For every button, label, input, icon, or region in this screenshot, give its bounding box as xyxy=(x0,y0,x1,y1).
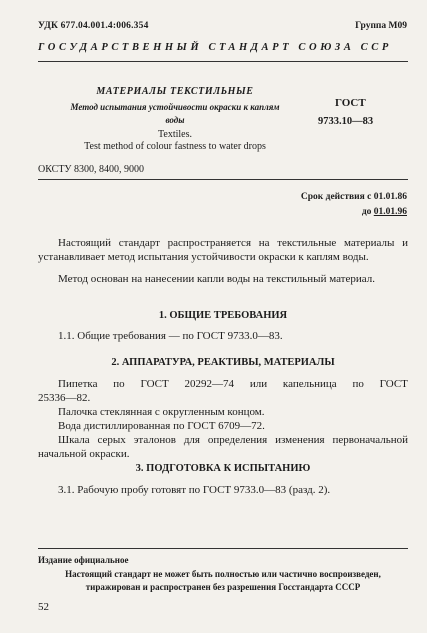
okstu-rule xyxy=(38,179,408,180)
validity-until-label: до xyxy=(361,207,372,217)
clause-2-1-continuation: 25336—82. xyxy=(38,392,91,404)
clause-2-4-word: Шкала xyxy=(58,434,90,446)
clause-2-1-word: Пипетка xyxy=(58,378,98,390)
clause-2-1-word: ГОСТ xyxy=(379,378,408,390)
title-block xyxy=(70,86,280,153)
okstu-codes: ОКСТУ 8300, 8400, 9000 xyxy=(38,164,145,175)
clause-3-1: 3.1. Рабочую пробу готовят по ГОСТ 9733.0—83 (разд. 2). xyxy=(58,484,331,496)
clause-2-1-word: ГОСТ xyxy=(140,378,169,390)
page-number: 52 xyxy=(38,601,49,613)
title-ru-sub: Метод испытания устойчивости окраски к каплям воды xyxy=(70,102,280,125)
section-3-title: 3. ПОДГОТОВКА К ИСПЫТАНИЮ xyxy=(135,463,311,474)
footer-rule xyxy=(38,548,408,549)
clause-2-1-word: или xyxy=(249,378,268,390)
clause-2-4 xyxy=(58,434,408,446)
clause-2-4-word: для xyxy=(183,434,200,446)
clause-2-4-word: серых xyxy=(97,434,126,446)
validity-from xyxy=(301,192,407,202)
edition-label: Издание официальное xyxy=(38,555,129,565)
clause-2-4-word: определения xyxy=(207,434,268,446)
clause-2-3: Вода дистиллированная по ГОСТ 6709—72. xyxy=(58,420,265,432)
clause-2-2: Палочка стеклянная с округленным концом. xyxy=(58,406,265,418)
validity-until-date: 01.01.96 xyxy=(373,207,407,217)
group-code: Группа М09 xyxy=(355,21,407,31)
clause-2-4-continuation: начальной окраски. xyxy=(38,448,130,460)
clause-2-4-word: изменения xyxy=(275,434,325,446)
clause-2-1-word: по xyxy=(352,378,364,390)
validity-from-label: Срок действия с xyxy=(300,192,372,202)
udk-code: УДК 677.04.001.4:006.354 xyxy=(38,21,149,31)
copyright-notice: Настоящий стандарт не может быть полностью или частично воспроизведен, тиражирован и распространен без разрешения Госстандарта СССР xyxy=(65,569,381,592)
title-en-sub: Test method of colour fastness to water drops xyxy=(84,141,266,152)
clause-1-1: 1.1. Общие требования — по ГОСТ 9733.0—83. xyxy=(58,330,283,342)
state-standard-heading: ГОСУДАРСТВЕННЫЙ СТАНДАРТ СОЮЗА ССР xyxy=(38,42,392,53)
intro-paragraph-2: Метод основан на нанесении капли воды на текстильный материал. xyxy=(58,273,375,285)
clause-2-1-word: 20292—74 xyxy=(184,378,235,390)
validity-until xyxy=(362,207,407,217)
header-rule xyxy=(38,61,408,62)
title-en-main: Textiles. xyxy=(157,129,192,140)
section-1-title: 1. ОБЩИЕ ТРЕБОВАНИЯ xyxy=(158,310,288,321)
clause-2-1-word: капельница xyxy=(282,378,337,390)
gost-number: 9733.10—83 xyxy=(318,116,374,127)
title-ru-main: МАТЕРИАЛЫ ТЕКСТИЛЬНЫЕ xyxy=(96,86,254,97)
validity-from-date: 01.01.86 xyxy=(373,192,407,202)
clause-2-1 xyxy=(58,378,408,390)
clause-2-1-word: по xyxy=(113,378,125,390)
intro-paragraph-1: Настоящий стандарт распространяется на текстильные материалы и устанавливает метод испытания устойчивости окраски к каплям воды. xyxy=(38,237,408,263)
gost-label: ГОСТ xyxy=(335,97,366,109)
section-2-title: 2. АППАРАТУРА, РЕАКТИВЫ, МАТЕРИАЛЫ xyxy=(111,357,335,368)
clause-2-4-word: эталонов xyxy=(133,434,176,446)
clause-2-4-word: первоначальной xyxy=(332,434,408,446)
